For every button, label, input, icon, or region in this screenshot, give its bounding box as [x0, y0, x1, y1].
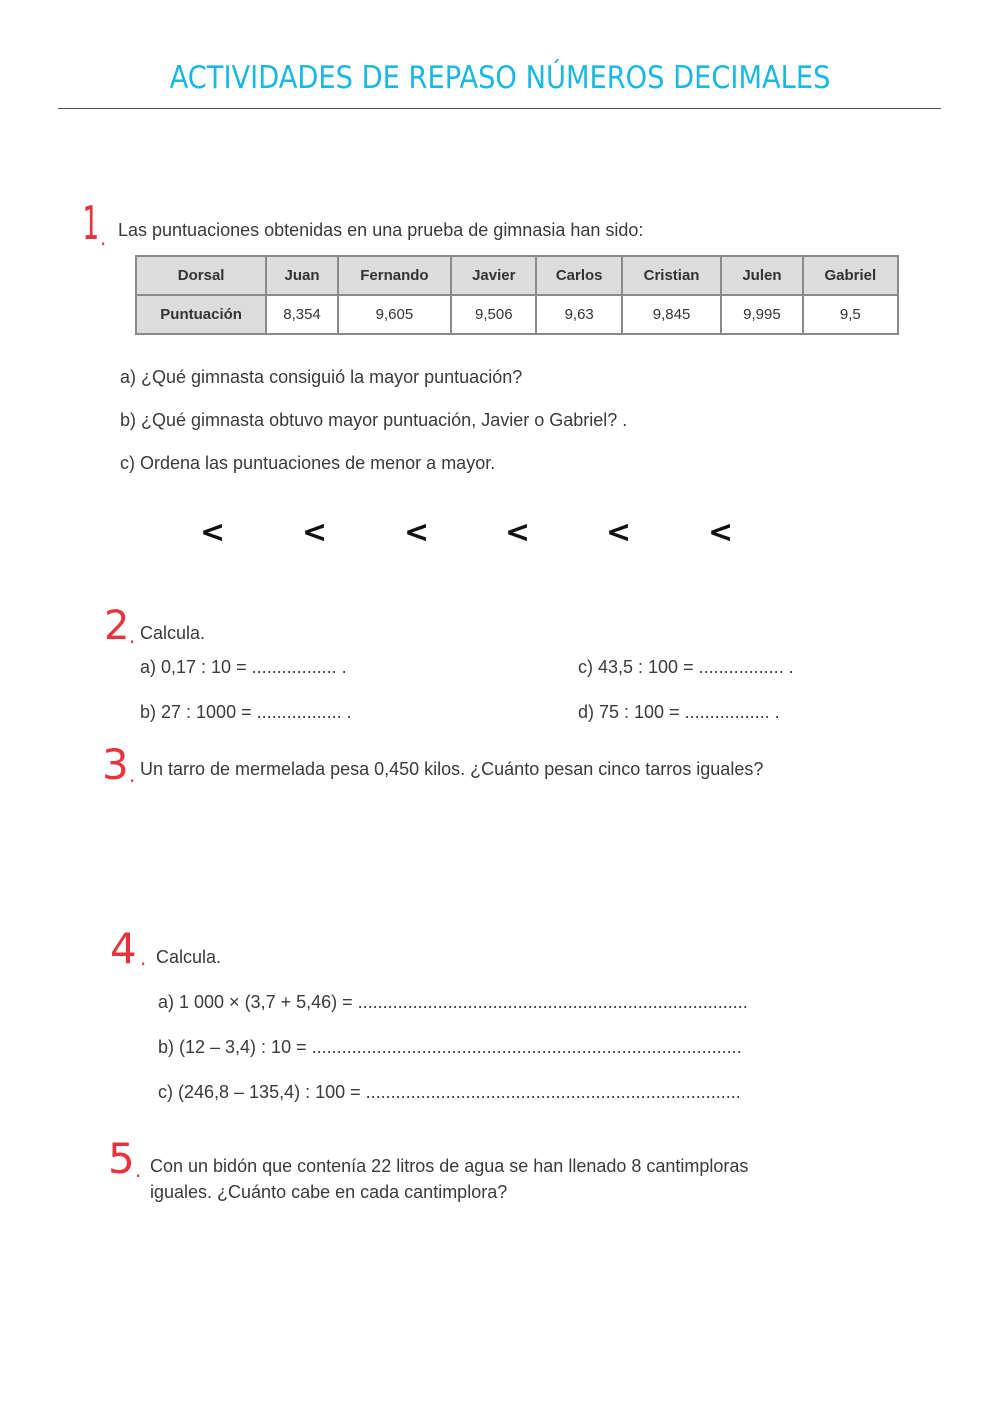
- page-title: ACTIVIDADES DE REPASO NÚMEROS DECIMALES: [169, 60, 831, 96]
- less-than-sign: <: [708, 515, 734, 550]
- less-than-sign: <: [606, 515, 632, 550]
- exercise-2-dot: .: [129, 624, 136, 648]
- less-than-sign: <: [505, 515, 531, 550]
- table-cell: 9,5: [803, 295, 898, 334]
- table-cell: Juan: [266, 256, 338, 295]
- table-cell: Cristian: [622, 256, 721, 295]
- table-cell: Julen: [721, 256, 802, 295]
- exercise-2a: a) 0,17 : 10 = ................. .: [140, 657, 347, 677]
- less-than-sign: <: [200, 515, 226, 550]
- question-1a: a) ¿Qué gimnasta consiguió la mayor puntuación?: [120, 367, 523, 387]
- exercise-2b: b) 27 : 1000 = ................. .: [140, 702, 352, 722]
- exercise-5-number: 5: [108, 1134, 135, 1183]
- question-1c: c) Ordena las puntuaciones de menor a mayor.: [120, 453, 496, 473]
- less-than-sign: <: [404, 515, 430, 550]
- exercise-1-number: 1: [82, 196, 99, 250]
- exercise-4-dot: .: [140, 946, 147, 970]
- exercise-4-label: Calcula.: [156, 947, 222, 967]
- table-cell: 9,63: [536, 295, 621, 334]
- exercise-4c: c) (246,8 – 135,4) : 100 = ...........................................................................: [158, 1082, 741, 1102]
- exercise-3-statement: Un tarro de mermelada pesa 0,450 kilos. ¿Cuánto pesan cinco tarros iguales?: [140, 759, 764, 779]
- exercise-2c: c) 43,5 : 100 = ................. .: [578, 657, 794, 677]
- exercise-3-number: 3: [102, 740, 129, 789]
- exercise-4-number: 4: [110, 924, 137, 973]
- table-cell: 9,995: [721, 295, 802, 334]
- exercise-2d: d) 75 : 100 = ................. .: [578, 702, 780, 722]
- table-cell: Gabriel: [803, 256, 898, 295]
- exercise-4b: b) (12 – 3,4) : 10 = ......................................................................................: [158, 1037, 742, 1057]
- table-cell: Javier: [451, 256, 536, 295]
- table-cell: 9,506: [451, 295, 536, 334]
- table-cell: 9,845: [622, 295, 721, 334]
- table-cell: 9,605: [338, 295, 451, 334]
- table-cell: 8,354: [266, 295, 338, 334]
- table-cell: Carlos: [536, 256, 621, 295]
- question-1b: b) ¿Qué gimnasta obtuvo mayor puntuación, Javier o Gabriel? .: [120, 410, 628, 430]
- exercise-4a: a) 1 000 × (3,7 + 5,46) = ..............................................................................: [158, 992, 748, 1012]
- scores-table: [135, 255, 899, 335]
- table-cell: Puntuación: [136, 295, 266, 334]
- exercise-3-dot: .: [129, 763, 136, 787]
- exercise-2-label: Calcula.: [140, 623, 206, 643]
- exercise-5-line2: iguales. ¿Cuánto cabe en cada cantimplora?: [150, 1182, 508, 1202]
- table-row: [136, 256, 898, 295]
- exercise-1-dot: .: [100, 226, 107, 250]
- less-than-sign: <: [302, 515, 328, 550]
- exercise-5-line1: Con un bidón que contenía 22 litros de agua se han llenado 8 cantimploras: [150, 1156, 749, 1176]
- table-row: [136, 295, 898, 334]
- table-cell: Dorsal: [136, 256, 266, 295]
- exercise-2-number: 2: [104, 603, 130, 649]
- table-cell: Fernando: [338, 256, 451, 295]
- exercise-1-statement: Las puntuaciones obtenidas en una prueba de gimnasia han sido:: [118, 220, 644, 240]
- title-divider: [58, 108, 941, 109]
- exercise-5-dot: .: [135, 1158, 142, 1182]
